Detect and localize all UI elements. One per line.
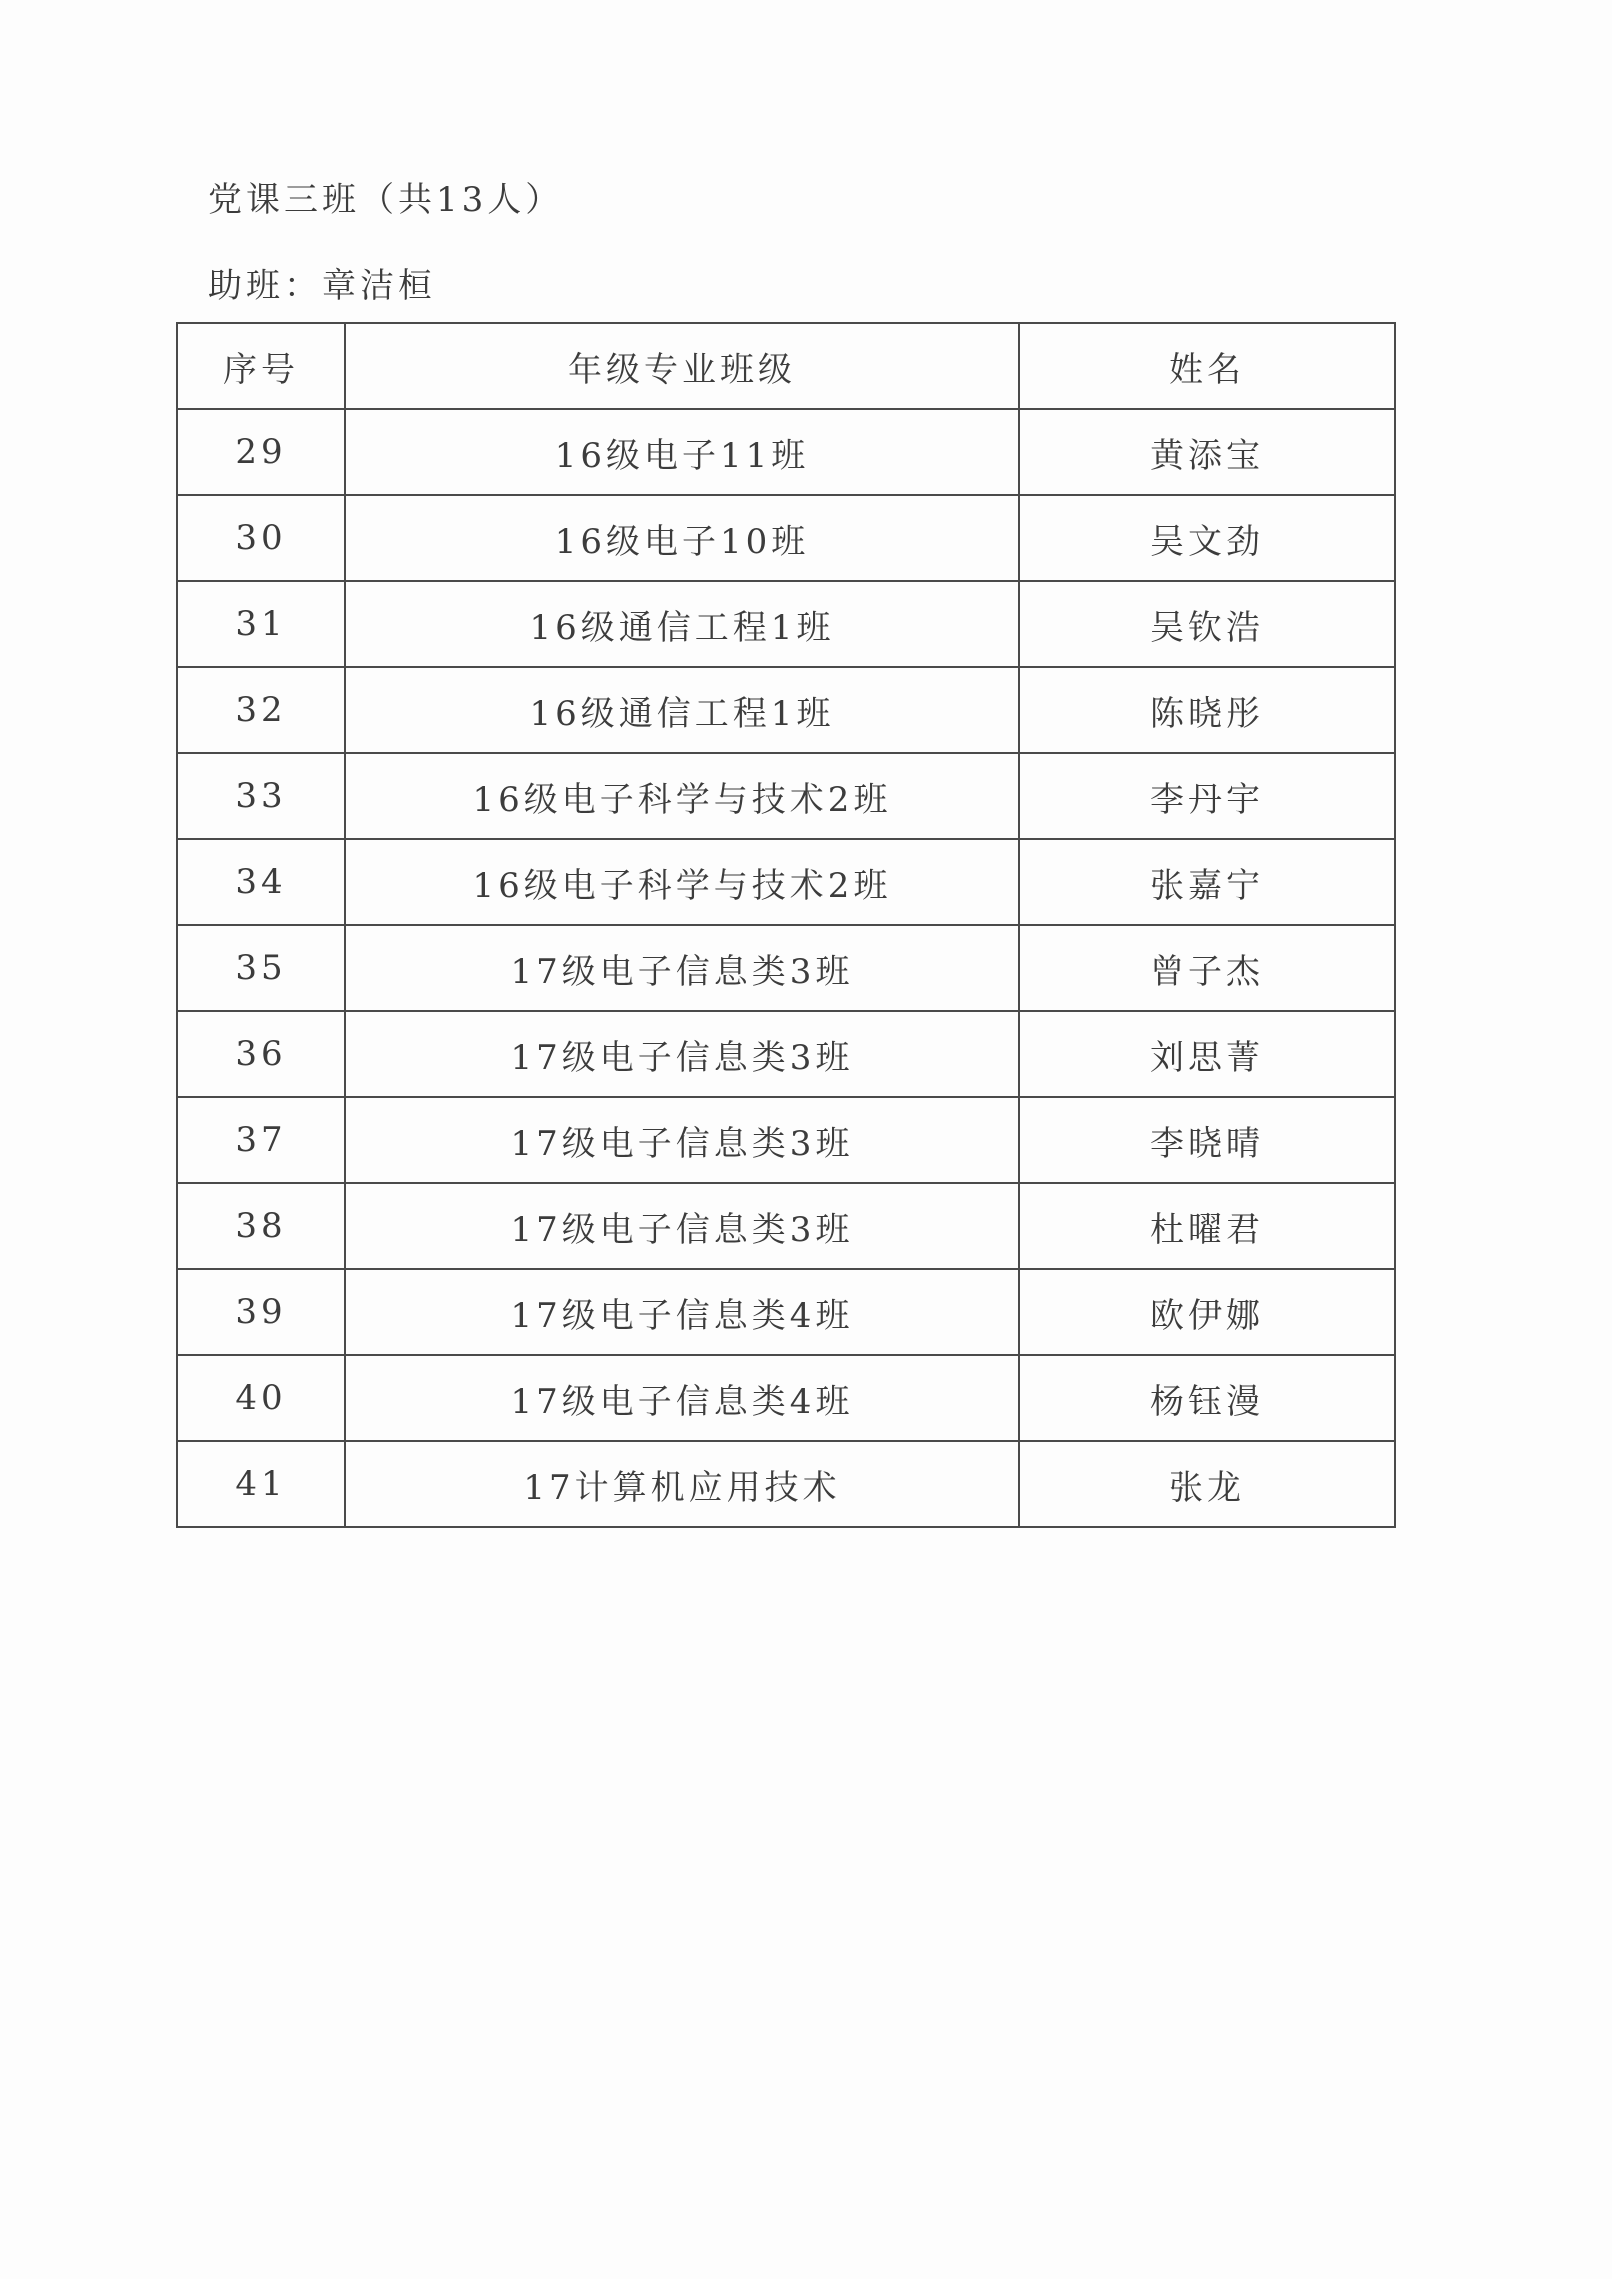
cell-seq: 31 [177,581,345,667]
table-row [177,839,1395,925]
table-row [177,581,1395,667]
table-row [177,1355,1395,1441]
cell-seq: 39 [177,1269,345,1355]
cell-class: 16级通信工程1班 [345,667,1019,753]
cell-class: 17级电子信息类3班 [345,1097,1019,1183]
cell-name: 李丹宇 [1019,753,1395,839]
table-row [177,667,1395,753]
table-row [177,1183,1395,1269]
cell-class: 16级电子10班 [345,495,1019,581]
cell-class: 17级电子信息类4班 [345,1355,1019,1441]
cell-class: 17级电子信息类3班 [345,1011,1019,1097]
cell-name: 吴钦浩 [1019,581,1395,667]
cell-name: 张嘉宁 [1019,839,1395,925]
cell-seq: 32 [177,667,345,753]
table-row [177,753,1395,839]
cell-name: 黄添宝 [1019,409,1395,495]
cell-seq: 37 [177,1097,345,1183]
cell-seq: 38 [177,1183,345,1269]
cell-name: 陈晓彤 [1019,667,1395,753]
cell-seq: 30 [177,495,345,581]
cell-class: 16级电子11班 [345,409,1019,495]
cell-name: 吴文劲 [1019,495,1395,581]
table-header-row [177,323,1395,409]
cell-name: 杨钰漫 [1019,1355,1395,1441]
cell-name: 欧伊娜 [1019,1269,1395,1355]
table-row [177,409,1395,495]
cell-name: 曾子杰 [1019,925,1395,1011]
header-name: 姓名 [1019,323,1395,409]
cell-name: 张龙 [1019,1441,1395,1527]
header-class: 年级专业班级 [345,323,1019,409]
cell-class: 16级通信工程1班 [345,581,1019,667]
cell-class: 16级电子科学与技术2班 [345,753,1019,839]
page-title: 党课三班（共13人） [208,180,564,220]
cell-class: 17级电子信息类3班 [345,1183,1019,1269]
roster-table [176,322,1396,1528]
cell-class: 17级电子信息类3班 [345,925,1019,1011]
table-row [177,925,1395,1011]
cell-seq: 41 [177,1441,345,1527]
cell-name: 刘思菁 [1019,1011,1395,1097]
table-row [177,495,1395,581]
cell-seq: 29 [177,409,345,495]
table-row [177,1269,1395,1355]
cell-seq: 40 [177,1355,345,1441]
cell-seq: 36 [177,1011,345,1097]
cell-name: 李晓晴 [1019,1097,1395,1183]
cell-class: 17计算机应用技术 [345,1441,1019,1527]
cell-seq: 35 [177,925,345,1011]
cell-name: 杜曜君 [1019,1183,1395,1269]
table-row [177,1011,1395,1097]
cell-seq: 34 [177,839,345,925]
cell-class: 16级电子科学与技术2班 [345,839,1019,925]
table-row [177,1441,1395,1527]
assistant-line: 助班：章洁桓 [208,266,436,306]
table-row [177,1097,1395,1183]
cell-seq: 33 [177,753,345,839]
header-seq: 序号 [177,323,345,409]
cell-class: 17级电子信息类4班 [345,1269,1019,1355]
